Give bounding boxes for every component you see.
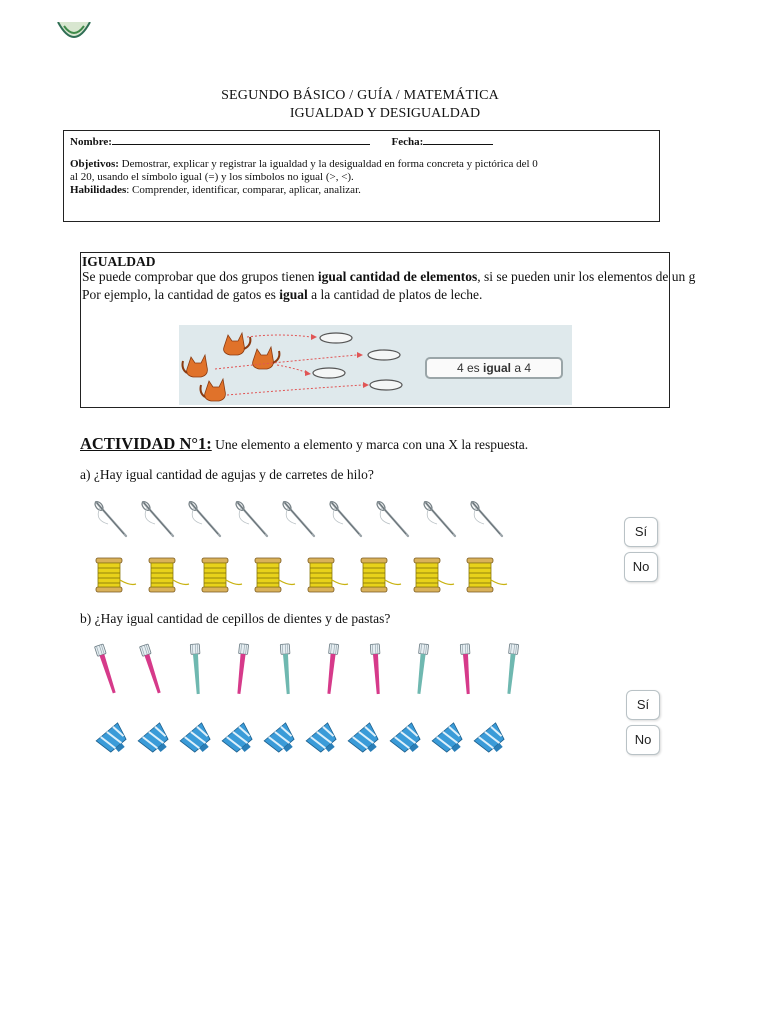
thread-spool-icon[interactable] (86, 556, 138, 599)
igualdad-line-1-c: , si se pueden unir los elementos de un g (477, 269, 696, 284)
igualdad-line-1-bold: igual cantidad de elementos (317, 269, 478, 284)
toothpaste-icon[interactable] (470, 716, 510, 765)
example-label-bold: igual (482, 361, 511, 375)
habilidades-text: : Comprender, identificar, comparar, aplicar, analizar. (126, 184, 361, 196)
toothpaste-icon[interactable] (344, 716, 384, 765)
toothbrush-icon[interactable] (182, 642, 212, 701)
school-logo (56, 22, 92, 44)
cats-plates-illustration (179, 325, 572, 405)
spools-row[interactable] (86, 556, 526, 594)
thread-spool-icon[interactable] (139, 556, 191, 599)
objetivos-text-2: al 20, usando el símbolo igual (=) y los símbolos no igual (>, <). (70, 171, 354, 183)
question-a: a) ¿Hay igual cantidad de agujas y de carretes de hilo? (80, 467, 374, 482)
plate-icon (313, 368, 345, 378)
toothbrush-icon[interactable] (407, 642, 437, 701)
cat-icon (224, 333, 251, 355)
toothpaste-icon[interactable] (302, 716, 342, 765)
toothbrush-icon[interactable] (92, 642, 122, 701)
objectives (70, 158, 650, 197)
toothpaste-icon[interactable] (176, 716, 216, 765)
student-info-box (63, 130, 660, 222)
page-title: SEGUNDO BÁSICO / GUÍA / MATEMÁTICA (221, 88, 499, 103)
toothpastes-row[interactable] (92, 716, 522, 762)
question-b: b) ¿Hay igual cantidad de cepillos de dientes y de pastas? (80, 611, 391, 626)
objetivos-label: Objetivos: (70, 158, 119, 170)
toothpaste-icon[interactable] (260, 716, 300, 765)
needle-icon[interactable] (278, 498, 318, 545)
thread-spool-icon[interactable] (351, 556, 403, 599)
toothbrush-icon[interactable] (497, 642, 527, 701)
thread-spool-icon[interactable] (404, 556, 456, 599)
igualdad-line-2-bold: igual (279, 287, 308, 302)
plate-icon (320, 333, 352, 343)
thread-spool-icon[interactable] (298, 556, 350, 599)
igualdad-line-1-a: Se puede comprobar que dos grupos tienen (82, 269, 318, 284)
toothbrush-icon[interactable] (362, 642, 392, 701)
activity-instruction: Une elemento a elemento y marca con una X la respuesta. (211, 437, 529, 452)
plate-icon (368, 350, 400, 360)
needle-icon[interactable] (90, 498, 130, 545)
toothbrush-icon[interactable] (452, 642, 482, 701)
needle-icon[interactable] (419, 498, 459, 545)
igualdad-line-2 (82, 287, 482, 303)
igualdad-title: IGUALDAD (82, 254, 156, 269)
nombre-label: Nombre: (70, 136, 112, 148)
toothpaste-icon[interactable] (92, 716, 132, 765)
example-label-a: 4 es (456, 361, 483, 375)
toothpaste-icon[interactable] (386, 716, 426, 765)
nombre-field[interactable] (112, 134, 370, 145)
toothbrush-icon[interactable] (137, 642, 167, 701)
igualdad-line-2-c: a la cantidad de platos de leche. (307, 287, 483, 302)
fecha-field[interactable] (423, 134, 493, 145)
toothbrush-icon[interactable] (227, 642, 257, 701)
igualdad-box (80, 252, 696, 408)
example-label-c: a 4 (511, 361, 532, 375)
cat-icon (183, 355, 208, 377)
thread-spool-icon[interactable] (245, 556, 297, 599)
needle-icon[interactable] (372, 498, 412, 545)
plate-icon (370, 380, 402, 390)
toothbrush-icon[interactable] (272, 642, 302, 701)
page-subtitle: IGUALDAD Y DESIGUALDAD (289, 106, 481, 121)
objetivos-text-1: Demostrar, explicar y registrar la igualdad y la desigualdad en forma concreta y pictórica del 0 (118, 158, 538, 170)
cat-icon (201, 379, 226, 401)
habilidades-label: Habilidades (70, 184, 127, 196)
needle-icon[interactable] (466, 498, 506, 545)
activity-title: ACTIVIDAD N°1: (80, 434, 212, 453)
needles-row[interactable] (90, 498, 520, 542)
fecha-label: Fecha: (391, 136, 424, 148)
needle-icon[interactable] (231, 498, 271, 545)
cat-icon (253, 347, 280, 369)
question-b-yes-button[interactable]: Sí (626, 690, 660, 720)
thread-spool-icon[interactable] (457, 556, 509, 599)
question-b-no-button[interactable]: No (626, 725, 660, 755)
question-a-yes-button[interactable]: Sí (624, 517, 658, 547)
activity-heading (80, 434, 528, 454)
toothpaste-icon[interactable] (428, 716, 468, 765)
toothbrush-icon[interactable] (317, 642, 347, 701)
example-label (425, 357, 563, 379)
needle-icon[interactable] (325, 498, 365, 545)
igualdad-line-2-a: Por ejemplo, la cantidad de gatos es (82, 287, 280, 302)
question-a-no-button[interactable]: No (624, 552, 658, 582)
name-date-row (70, 134, 493, 149)
toothpaste-icon[interactable] (218, 716, 258, 765)
igualdad-line-1 (82, 269, 695, 285)
toothbrushes-row[interactable] (92, 642, 522, 696)
thread-spool-icon[interactable] (192, 556, 244, 599)
needle-icon[interactable] (137, 498, 177, 545)
toothpaste-icon[interactable] (134, 716, 174, 765)
needle-icon[interactable] (184, 498, 224, 545)
